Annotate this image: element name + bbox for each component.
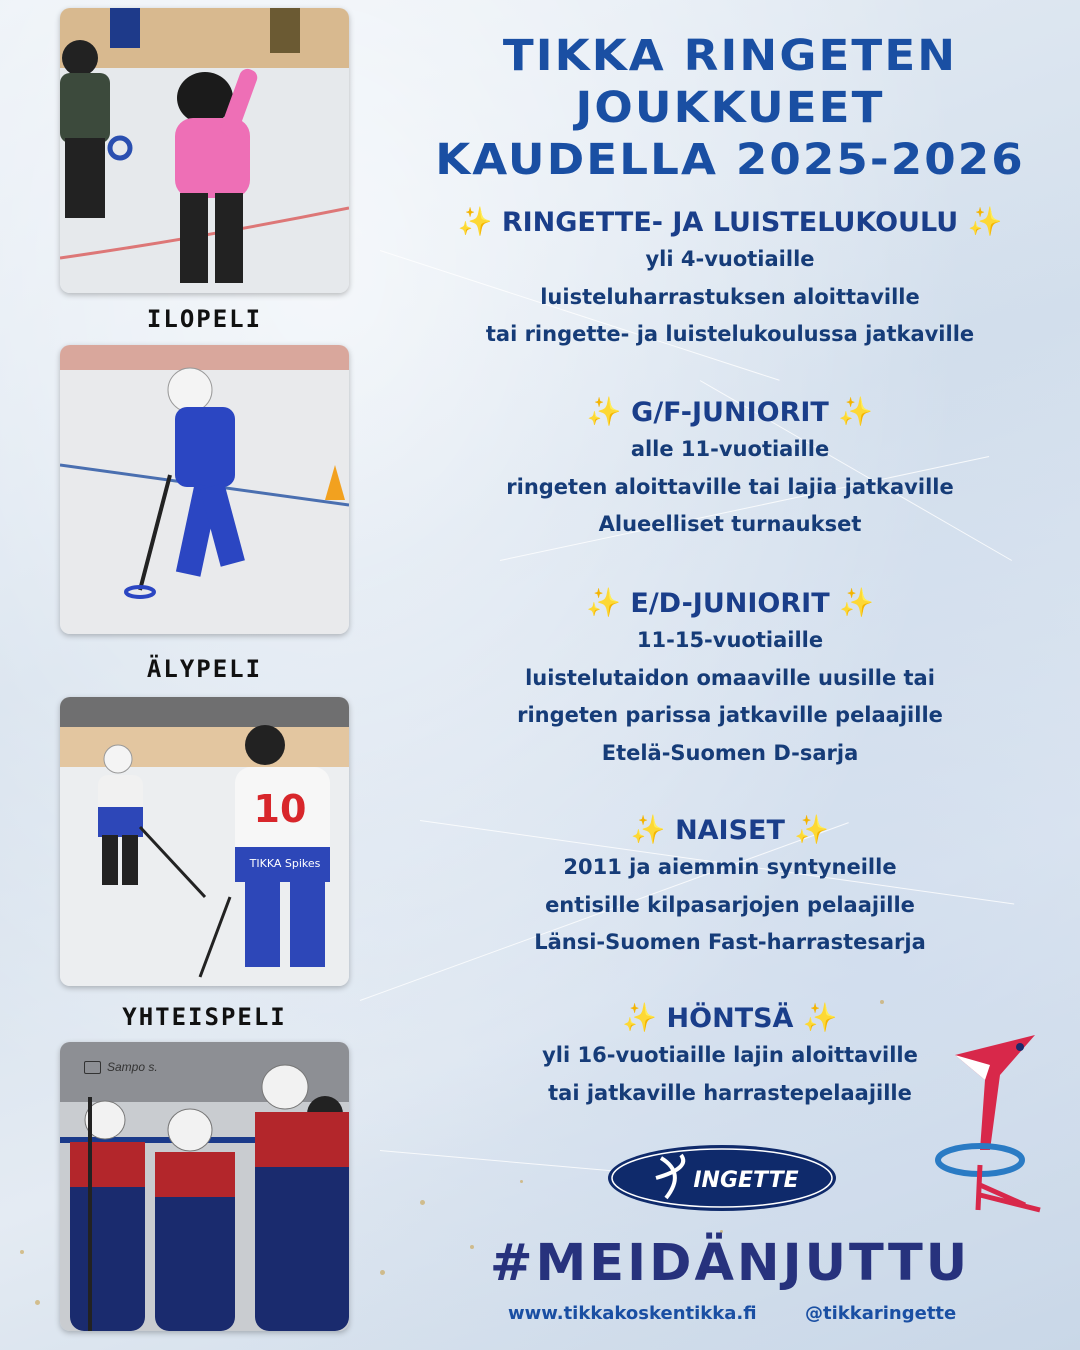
section-line: 11-15-vuotiaille [636,628,824,652]
section-heading: RINGETTE- JA LUISTELUKOULU [501,207,959,238]
section-line: yli 4-vuotiaille [645,247,815,271]
section-line: alle 11-vuotiaille [630,437,830,461]
sparkle-icon: ✨ [839,586,874,619]
website-link[interactable]: www.tikkakoskentikka.fi [508,1303,757,1324]
sparkle-icon: ✨ [838,395,874,428]
sparkle-icon: ✨ [586,395,622,428]
section-line: entisille kilpasarjojen pelaajille [545,892,915,917]
jersey-text: TIKKA Spikes [249,857,321,870]
instagram-handle[interactable]: @tikkaringette [805,1303,957,1324]
section-heading: NAISET [675,815,785,846]
title-line: KAUDELLA 2025-2026 [435,135,1025,185]
page-title [384,30,1077,186]
sparkle-icon: ✨ [457,205,493,238]
sparkle-icon: ✨ [622,1001,658,1034]
hashtag: #MEIDÄNJUTTU [489,1234,971,1293]
title-line: TIKKA RINGETEN [502,31,958,81]
section-line: Alueelliset turnaukset [598,512,862,536]
caption-ilopeli: ILOPELI [146,305,263,333]
section-gf-juniorit [400,394,1060,544]
section-ed-juniorit [400,585,1060,772]
section-naiset [400,812,1060,962]
photo-ilopeli [60,8,349,293]
section-heading: G/F-JUNIORIT [631,397,829,428]
title-line: JOUKKUEET [575,83,885,133]
sparkle-icon: ✨ [794,813,830,846]
ringette-logo-text: INGETTE [693,1168,799,1193]
section-luistelukoulu [400,204,1060,354]
section-line: yli 16-vuotiaille lajin aloittaville [542,1043,918,1067]
section-heading: HÖNTSÄ [666,1003,794,1034]
section-line: Etelä-Suomen D-sarja [601,740,859,765]
caption-yhteispeli: YHTEISPELI [122,1003,287,1031]
photo-alypeli [60,345,349,634]
sparkle-icon: ✨ [586,586,621,619]
section-heading: E/D-JUNIORIT [630,588,830,619]
sparkle-icon: ✨ [967,205,1003,238]
section-line: tai jatkaville harrastepelaajille [548,1080,912,1105]
photo-yhteispeli [60,697,349,986]
photo-team [60,1042,349,1331]
section-line: ringeten parissa jatkaville pelaajille [517,703,943,727]
section-line: luisteluharrastuksen aloittaville [540,284,920,309]
sparkle-icon: ✨ [802,1001,838,1034]
section-line: ringeten aloittaville tai lajia jatkaville [506,474,954,499]
caption-alypeli: ÄLYPELI [146,655,263,683]
ringette-logo [606,1143,838,1213]
sparkle-icon: ✨ [630,813,666,846]
section-line: luistelutaidon omaaville uusille tai [525,665,935,690]
tikka-club-logo [930,1035,1045,1215]
section-line: Länsi-Suomen Fast-harrastesarja [534,930,926,954]
section-line: 2011 ja aiemmin syntyneille [563,855,897,879]
jersey-number: 10 [253,787,307,831]
section-line: tai ringette- ja luistelukoulussa jatkaville [485,322,975,346]
camera-icon [84,1061,101,1074]
photo-credit: Sampo s. [107,1060,158,1074]
